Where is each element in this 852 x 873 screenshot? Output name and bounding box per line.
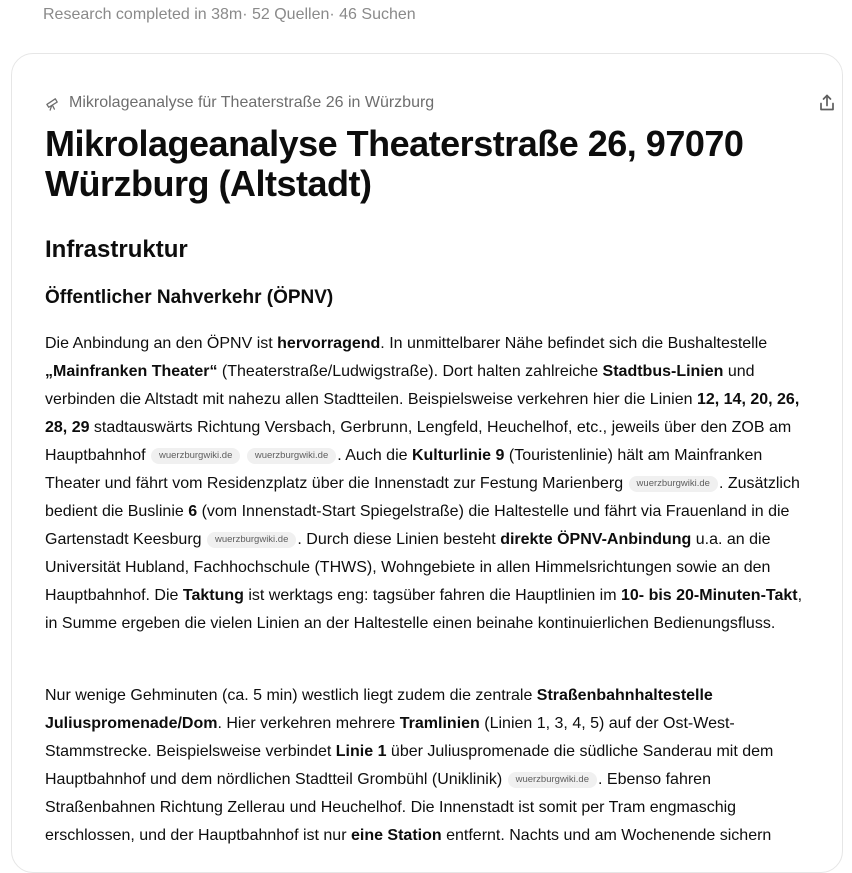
telescope-icon [45, 96, 60, 111]
citation-chip[interactable]: wuerzburgwiki.de [629, 476, 718, 492]
report-subtitle: Mikrolageanalyse für Theaterstraße 26 in Würzburg [69, 94, 435, 111]
paragraph-oepnv-tram: Nur wenige Gehminuten (ca. 5 min) westlich liegt zudem die zentrale Straßenbahnhaltestelle Juliuspromenade/Dom. Hier verkehren mehrere Tramlinien (Linien 1, 3, 4, 5) auf der Ost-West-Stammstrecke. Beispielsweise verbindet Linie 1 über Juliuspromenade die südliche Sanderau mit dem Hauptbahnhof und dem nördlichen Stadtteil Grombühl (Uniklinik) wuerzburgwiki.de . Ebenso fahren Straßenbahnen Richtung Zellerau und Heuchelhof. Die Innenstadt ist somit per Tram engmaschig erschlossen, und der Hauptbahnhof ist nur eine Station entfernt. Nachts und am Wochenende sichern [45, 687, 774, 844]
citation-chip[interactable]: wuerzburgwiki.de [247, 448, 336, 464]
paragraph-oepnv-bus: Die Anbindung an den ÖPNV ist hervorragend. In unmittelbarer Nähe befindet sich die Bushaltestelle „Mainfranken Theater“ (Theaterstraße/Ludwigstraße). Dort halten zahlreiche Stadtbus-Linien und verbinden die Altstadt mit nahezu allen Stadtteilen. Beispielsweise verkehren hier die Linien 12, 14, 20, 26, 28, 29 stadtauswärts Richtung Versbach, Gerbrunn, Lengfeld, Heuchelhof, etc., jeweils über den ZOB am Hauptbahnhof wuerzburgwiki.de wuerzburgwiki.de . Auch die Kulturlinie 9 (Touristenlinie) hält am Mainfranken Theater und fährt vom Residenzplatz über die Innenstadt zur Festung Marienberg wuerzburgwiki.de . Zusätzlich bedient die Buslinie 6 (vom Innenstadt-Start Spiegelstraße) die Haltestelle und fährt via Frauenland in die Gartenstadt Keesburg wuerzburgwiki.de . Durch diese Linien besteht direkte ÖPNV-Anbindung u.a. an die Universität Hubland, Fachhochschule (THWS), Wohngebiete in allen Himmelsrichtungen sowie an den Hauptbahnhof. Die Taktung ist werktags eng: tagsüber fahren die Hauptlinien im 10- bis 20-Minuten-Takt, in Summe ergeben die vielen Linien an der Haltestelle einen beinahe kontinuierlichen Bedienungsfluss. [45, 335, 803, 632]
share-icon[interactable] [816, 92, 838, 114]
citation-chip[interactable]: wuerzburgwiki.de [508, 772, 597, 788]
research-status: Research completed in 38m· 52 Quellen· 46 Suchen [43, 6, 416, 23]
report-header [45, 94, 434, 112]
citation-chip[interactable]: wuerzburgwiki.de [151, 448, 240, 464]
section-heading: Infrastruktur [45, 236, 188, 263]
subsection-heading: Öffentlicher Nahverkehr (ÖPNV) [45, 287, 334, 308]
report-title: Mikrolageanalyse Theaterstraße 26, 97070 Würzburg (Altstadt) [45, 123, 744, 204]
citation-chip[interactable]: wuerzburgwiki.de [207, 532, 296, 548]
report-card [11, 53, 843, 873]
